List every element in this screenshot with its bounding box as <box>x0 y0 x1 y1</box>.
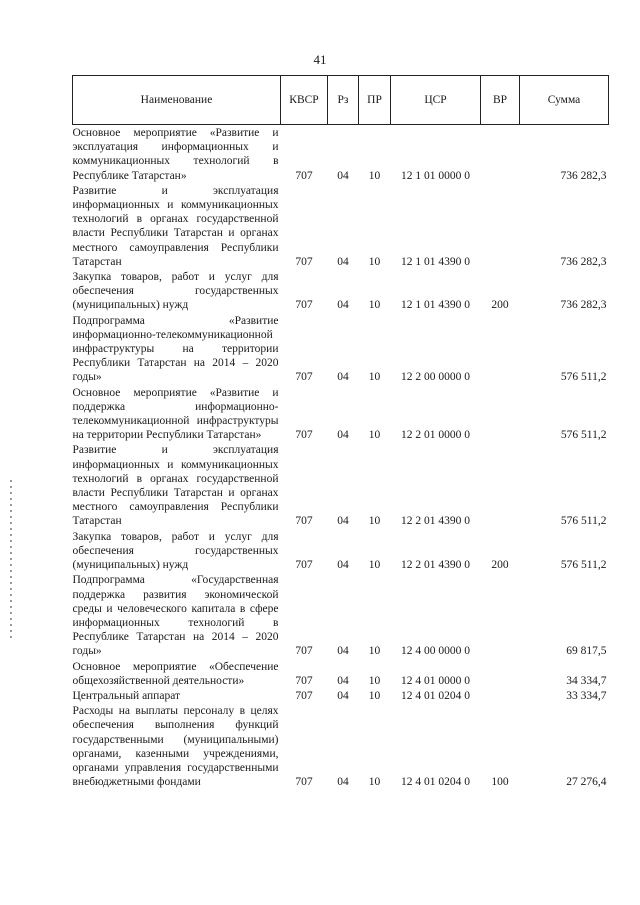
row-vr <box>481 313 520 385</box>
table-row <box>73 703 609 789</box>
row-vr <box>481 572 520 658</box>
budget-table <box>72 75 609 789</box>
row-vr: 200 <box>491 559 509 572</box>
row-name: Развитие и эксплуатация информационных и коммуникационных технологий в органах государственной власти Республики Татарстан и органах местного самоуправления Республики Татарстан <box>72 184 279 268</box>
row-name: Расходы на выплаты персоналу в целях обеспечения выполнения функций государственными (муниципальными) органами, казенными учреждениями, органами управления государственными внебюджетными фондами <box>72 705 279 789</box>
header-rz: Рз <box>328 76 359 125</box>
header-sum: Сумма <box>520 76 609 125</box>
row-sum: 27 276,4 <box>566 776 607 789</box>
header-pr: ПР <box>359 76 391 125</box>
table-row <box>73 572 609 658</box>
row-vr <box>481 688 520 703</box>
row-rz: 04 <box>337 169 349 182</box>
row-sum: 576 511,2 <box>560 371 607 384</box>
row-pr: 10 <box>368 559 381 572</box>
row-pr: 10 <box>368 776 381 789</box>
row-sum: 576 511,2 <box>560 429 607 442</box>
row-csr: 12 2 01 4390 0 <box>401 559 470 572</box>
row-pr: 10 <box>368 169 381 182</box>
row-csr: 12 2 01 0000 0 <box>401 429 470 442</box>
page-number: 41 <box>313 52 327 67</box>
row-kvsr: 707 <box>295 645 313 658</box>
row-csr: 12 2 01 4390 0 <box>401 515 470 528</box>
row-sum: 34 334,7 <box>566 674 607 687</box>
row-rz: 04 <box>337 255 349 268</box>
row-pr: 10 <box>368 645 381 658</box>
row-kvsr: 707 <box>295 674 313 687</box>
row-rz: 04 <box>337 299 349 312</box>
row-sum: 33 334,7 <box>566 689 607 702</box>
row-rz: 04 <box>337 515 349 528</box>
row-name: Основное мероприятие «Обеспечение общехозяйственной деятельности» <box>72 660 279 687</box>
row-rz: 04 <box>337 645 349 658</box>
table-row <box>73 688 609 703</box>
row-kvsr: 707 <box>295 255 313 268</box>
row-csr: 12 4 00 0000 0 <box>401 645 470 658</box>
row-pr: 10 <box>368 515 381 528</box>
row-rz: 04 <box>337 429 349 442</box>
row-kvsr: 707 <box>295 299 313 312</box>
row-rz: 04 <box>337 689 349 702</box>
row-name: Развитие и эксплуатация информационных и коммуникационных технологий в органах государственной власти Республики Татарстан и органах местного самоуправления Республики Татарстан <box>72 444 279 528</box>
row-csr: 12 4 01 0204 0 <box>401 689 470 702</box>
row-csr: 12 4 01 0000 0 <box>401 674 470 687</box>
row-pr: 10 <box>368 674 381 687</box>
row-vr: 200 <box>491 299 509 312</box>
row-pr: 10 <box>368 299 381 312</box>
header-kvsr: КВСР <box>281 76 328 125</box>
table-row <box>73 313 609 385</box>
row-csr: 12 4 01 0204 0 <box>401 776 470 789</box>
row-pr: 10 <box>368 371 381 384</box>
row-kvsr: 707 <box>295 515 313 528</box>
row-name: Центральный аппарат <box>72 689 181 702</box>
header-vr: ВР <box>481 76 520 125</box>
row-name: Основное мероприятие «Развитие и поддержка информационно-телекоммуникационной инфраструктуры на территории Республики Татарстан» <box>72 386 279 442</box>
row-rz: 04 <box>337 559 349 572</box>
row-kvsr: 707 <box>295 429 313 442</box>
table-row <box>73 385 609 443</box>
row-csr: 12 1 01 4390 0 <box>401 299 470 312</box>
row-pr: 10 <box>368 429 381 442</box>
row-sum: 736 282,3 <box>560 255 607 268</box>
row-sum: 576 511,2 <box>560 559 607 572</box>
row-pr: 10 <box>368 689 381 702</box>
row-csr: 12 1 01 0000 0 <box>401 169 470 182</box>
row-rz: 04 <box>337 371 349 384</box>
header-csr: ЦСР <box>391 76 481 125</box>
row-sum: 69 817,5 <box>566 645 607 658</box>
row-sum: 736 282,3 <box>560 299 607 312</box>
row-pr: 10 <box>368 255 381 268</box>
row-name: Основное мероприятие «Развитие и эксплуатация информационных и коммуникационных технологий в Республике Татарстан» <box>72 127 279 182</box>
row-vr <box>481 385 520 443</box>
margin-dotted-line <box>10 480 12 640</box>
table-row <box>73 269 609 313</box>
row-kvsr: 707 <box>295 776 313 789</box>
row-csr: 12 2 00 0000 0 <box>401 371 470 384</box>
table-header-row <box>73 76 609 125</box>
row-name: Подпрограмма «Развитие информационно-телекоммуникационной инфраструктуры на территории Республики Татарстан на 2014 – 2020 годы» <box>72 314 279 384</box>
row-sum: 736 282,3 <box>560 169 607 182</box>
table-row <box>73 529 609 573</box>
table-row <box>73 659 609 688</box>
table-row <box>73 183 609 269</box>
row-kvsr: 707 <box>295 559 313 572</box>
row-sum: 576 511,2 <box>560 515 607 528</box>
table-row <box>73 442 609 528</box>
row-rz: 04 <box>337 776 349 789</box>
row-name: Закупка товаров, работ и услуг для обеспечения государственных (муниципальных) нужд <box>72 530 279 572</box>
row-csr: 12 1 01 4390 0 <box>401 255 470 268</box>
row-name: Подпрограмма «Государственная поддержка развития экономической среды и человеческого капитала в сфере информационных технологий в Республике Татарстан на 2014 – 2020 годы» <box>72 574 279 658</box>
row-vr <box>481 659 520 688</box>
row-vr: 100 <box>491 776 509 789</box>
row-vr <box>481 442 520 528</box>
row-kvsr: 707 <box>295 689 313 702</box>
row-vr <box>481 125 520 183</box>
row-rz: 04 <box>337 674 349 687</box>
row-name: Закупка товаров, работ и услуг для обеспечения государственных (муниципальных) нужд <box>72 271 279 312</box>
row-kvsr: 707 <box>295 371 313 384</box>
table-row <box>73 125 609 183</box>
header-name: Наименование <box>73 76 281 125</box>
row-vr <box>481 183 520 269</box>
row-kvsr: 707 <box>295 169 313 182</box>
